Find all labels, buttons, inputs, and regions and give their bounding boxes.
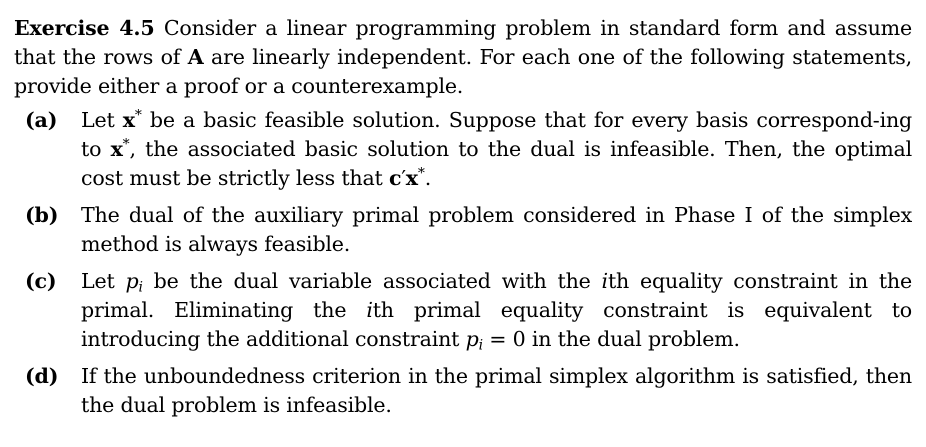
prime-mark: ′ <box>401 166 406 190</box>
dual-variable-p: p <box>125 269 139 293</box>
exercise-intro <box>14 14 912 101</box>
index-subscript: i <box>138 279 143 296</box>
statement-text: The dual of the auxiliary primal problem considered in Phase I of the simplex method is always feasible. <box>81 203 912 256</box>
statement-text: th equality constraint in the primal. Eliminating the <box>81 269 912 322</box>
vector-x: x <box>122 108 135 132</box>
index-subscript: i <box>478 337 483 354</box>
statement-label: (d) <box>25 364 59 388</box>
vector-c: c <box>388 166 402 190</box>
statement-label: (b) <box>25 203 59 227</box>
star-superscript: * <box>417 165 425 182</box>
statement-b <box>14 201 912 259</box>
statement-text: , the associated basic solution to the dual is infeasible. Then, the optimal cost must be strictly less that <box>81 137 912 190</box>
statement-c <box>14 267 912 354</box>
star-superscript: * <box>134 107 142 124</box>
statement-list <box>14 106 912 420</box>
statement-text: . <box>424 166 432 190</box>
statement-text: = 0 in the dual problem. <box>482 327 740 351</box>
statement-a <box>14 106 912 193</box>
vector-x: x <box>405 166 418 190</box>
statement-d <box>14 362 912 420</box>
exercise-block <box>14 14 912 428</box>
statement-text: th primal equality constraint is equivalent to introducing the additional constraint <box>81 298 912 351</box>
statement-text: Let <box>81 108 123 132</box>
statement-label: (c) <box>25 269 57 293</box>
statement-text: be the dual variable associated with the <box>142 269 602 293</box>
statement-text: be a basic feasible solution. Suppose that for every basis correspond-ing to <box>81 108 912 161</box>
intro-text-1: Consider a linear programming problem in standard form and assume that the rows of <box>14 16 912 69</box>
intro-text-2: are linearly independent. For each one of the following statements, provide either a proof or a counterexample. <box>14 45 912 98</box>
statement-text: If the unboundedness criterion in the primal simplex algorithm is satisfied, then the dual problem is infeasible. <box>81 364 912 417</box>
matrix-a: A <box>187 45 204 69</box>
statement-text: Let <box>81 269 126 293</box>
exercise-title: Exercise 4.5 <box>14 16 155 40</box>
star-superscript: * <box>122 136 130 153</box>
vector-x: x <box>110 137 123 161</box>
index-i: i <box>366 298 373 322</box>
statement-label: (a) <box>25 108 58 132</box>
dual-variable-p: p <box>465 327 479 351</box>
index-i: i <box>601 269 608 293</box>
